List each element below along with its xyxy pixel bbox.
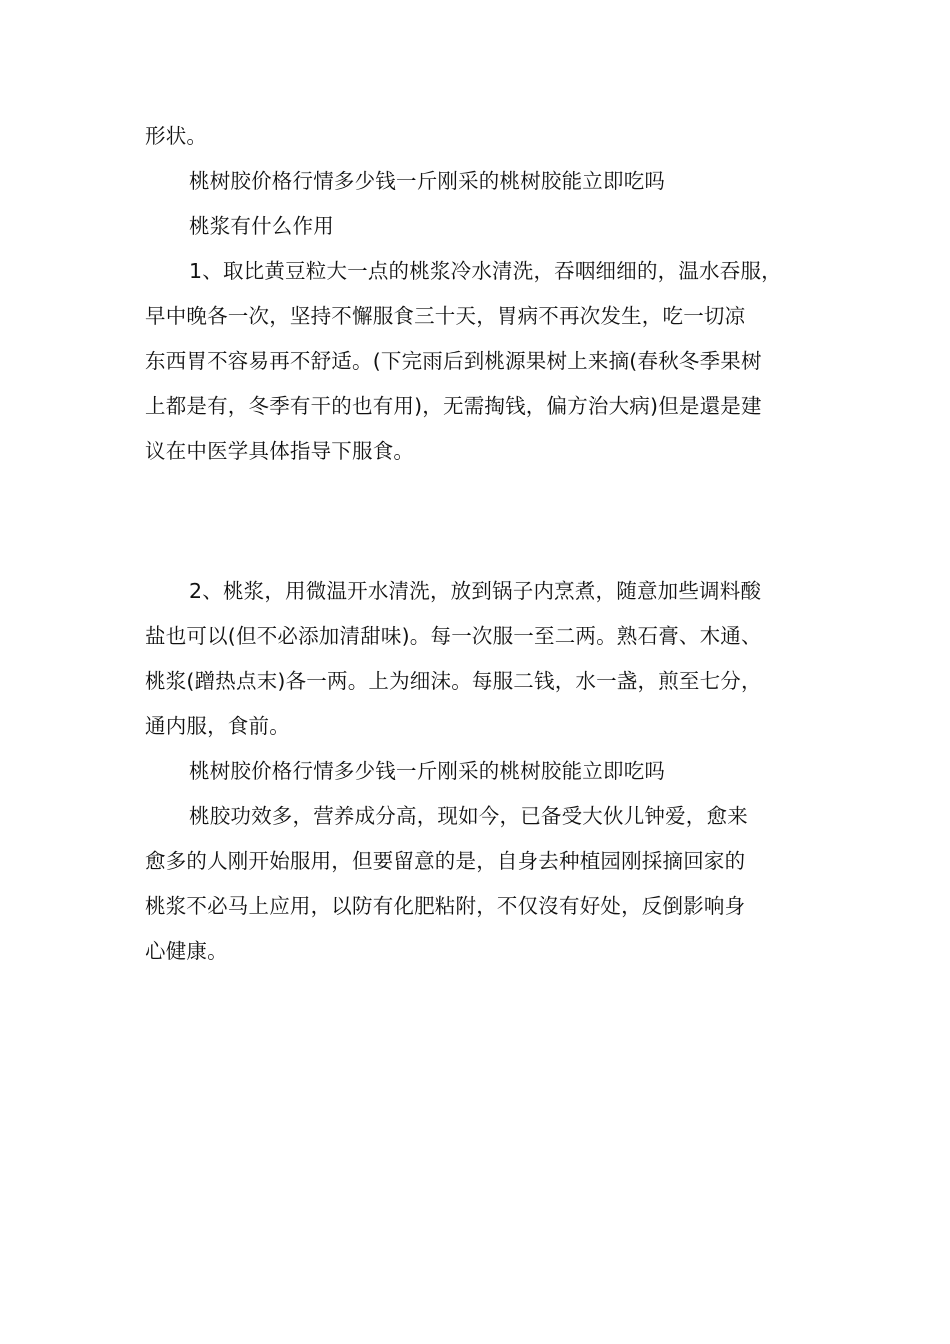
heading-line: 桃树胶价格行情多少钱一斤刚采的桃树胶能立即吃吗 (189, 759, 666, 783)
text-line: 盐也可以(但不必添加清甜味)。每一次服一至二两。熟石膏、木通、 (145, 624, 762, 648)
heading-line: 桃树胶价格行情多少钱一斤刚采的桃树胶能立即吃吗 (189, 169, 666, 193)
text-line: 上都是有，冬季有干的也有用)，无需掏钱，偏方治大病)但是還是建 (145, 394, 762, 418)
text-line: 桃胶功效多，营养成分高，现如今，已备受大伙儿钟爱，愈来 (189, 804, 748, 828)
text-line: 东西胃不容易再不舒适。(下完雨后到桃源果树上来摘(春秋冬季果树 (145, 349, 762, 373)
text-line: 桃浆(蹭热点末)各一两。上为细沫。每服二钱，水一盏，煎至七分， (145, 669, 762, 693)
text-line: 心健康。 (145, 939, 228, 963)
text-line: 桃浆不必马上应用，以防有化肥粘附，不仅沒有好处，反倒影响身 (145, 894, 746, 918)
text-line: 形状。 (145, 124, 208, 148)
text-line: 议在中医学具体指导下服食。 (145, 439, 415, 463)
text-line: 通内服，食前。 (145, 714, 290, 738)
text-line: 2、桃浆，用微温开水清洗，放到锅子内烹煮，随意加些调料酸 (189, 579, 762, 603)
heading-line: 桃浆有什么作用 (189, 214, 334, 238)
text-line: 愈多的人刚开始服用，但要留意的是，自身去种植园刚採摘回家的 (145, 849, 746, 873)
text-line: 1、取比黄豆粒大一点的桃浆冷水清洗，吞咽细细的，温水吞服， (189, 259, 782, 283)
text-line: 早中晚各一次，坚持不懈服食三十天，胃病不再次发生，吃一切凉 (145, 304, 746, 328)
